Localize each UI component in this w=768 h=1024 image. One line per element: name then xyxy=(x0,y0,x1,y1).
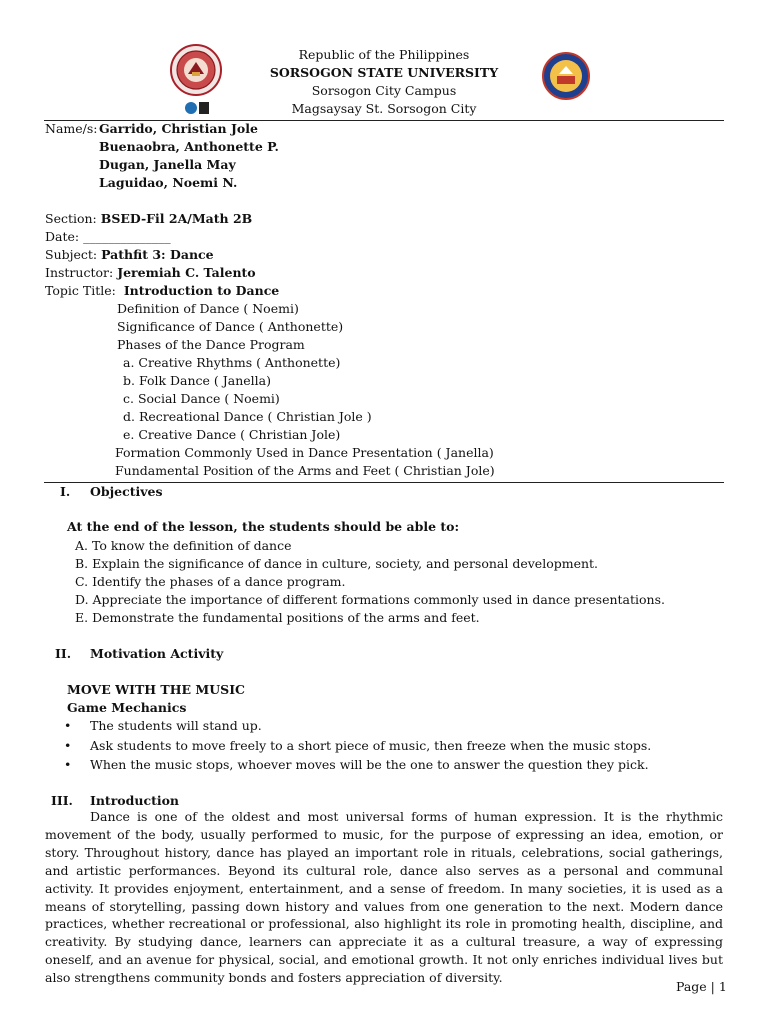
bullet-icon: • xyxy=(64,757,72,772)
section-row xyxy=(45,210,252,228)
topic-subitem: c. Social Dance ( Noemi) xyxy=(123,391,280,406)
name-item: Buenaobra, Anthonette P. xyxy=(99,139,279,154)
game-mechanics-heading: Game Mechanics xyxy=(67,700,187,715)
objective-item: B. Explain the significance of dance in culture, society, and personal development. xyxy=(75,556,599,571)
objective-item: A. To know the definition of dance xyxy=(75,538,292,553)
instructor-value: Jeremiah C. Talento xyxy=(117,265,256,280)
section-number: II. xyxy=(55,646,72,661)
topic-item: Fundamental Position of the Arms and Feet ( Christian Jole) xyxy=(115,463,495,478)
name-item: Laguidao, Noemi N. xyxy=(99,175,238,190)
bullet-icon: • xyxy=(64,718,72,733)
section-value: BSED-Fil 2A/Math 2B xyxy=(100,211,253,226)
subject-value: Pathfit 3: Dance xyxy=(101,247,214,262)
activity-title: MOVE WITH THE MUSIC xyxy=(67,682,245,697)
name-item: Garrido, Christian Jole xyxy=(99,121,258,136)
subject-label: Subject: xyxy=(45,247,98,262)
date-label: Date: xyxy=(45,229,80,244)
header-line-republic: Republic of the Philippines xyxy=(298,47,470,62)
topic-item: Phases of the Dance Program xyxy=(117,337,305,352)
topic-subitem: e. Creative Dance ( Christian Jole) xyxy=(123,427,341,442)
name-item: Dugan, Janella May xyxy=(99,157,236,172)
date-row xyxy=(45,228,171,246)
mechanic-item: Ask students to move freely to a short piece of music, then freeze when the music stops. xyxy=(90,738,652,753)
header-address: Magsaysay St. Sorsogon City xyxy=(291,101,477,116)
instructor-row xyxy=(45,264,256,282)
topic-row xyxy=(45,282,279,300)
header-campus: Sorsogon City Campus xyxy=(311,83,457,98)
names-label: Name/s: xyxy=(45,121,98,136)
topic-item: Formation Commonly Used in Dance Presentation ( Janella) xyxy=(115,445,494,460)
objectives-heading: Objectives xyxy=(90,484,163,499)
topic-item: Definition of Dance ( Noemi) xyxy=(117,301,299,316)
topic-value: Introduction to Dance xyxy=(123,283,280,298)
objective-item: C. Identify the phases of a dance program. xyxy=(75,574,346,589)
motivation-heading: Motivation Activity xyxy=(90,646,224,661)
topic-item: Significance of Dance ( Anthonette) xyxy=(117,319,344,334)
topic-subitem: d. Recreational Dance ( Christian Jole ) xyxy=(123,409,372,424)
section-number: III. xyxy=(51,793,73,808)
objectives-intro: At the end of the lesson, the students should be able to: xyxy=(67,519,460,534)
topic-subitem: a. Creative Rhythms ( Anthonette) xyxy=(123,355,341,370)
objective-item: D. Appreciate the importance of different formations commonly used in dance presentations. xyxy=(75,592,665,607)
section-number: I. xyxy=(60,484,71,499)
mechanic-item: The students will stand up. xyxy=(90,718,262,733)
mechanic-item: When the music stops, whoever moves will be the one to answer the question they pick. xyxy=(90,757,649,772)
page-number: Page | 1 xyxy=(676,979,727,994)
instructor-label: Instructor: xyxy=(45,265,114,280)
header-university-name: SORSOGON STATE UNIVERSITY xyxy=(269,65,499,80)
subject-row xyxy=(45,246,214,264)
topic-subitem: b. Folk Dance ( Janella) xyxy=(123,373,271,388)
introduction-heading: Introduction xyxy=(90,793,180,808)
bullet-icon: • xyxy=(64,738,72,753)
topic-label: Topic Title: xyxy=(45,283,116,298)
date-value: ______________ xyxy=(83,229,171,244)
introduction-paragraph xyxy=(45,808,723,987)
section-label: Section: xyxy=(45,211,97,226)
objective-item: E. Demonstrate the fundamental positions of the arms and feet. xyxy=(75,610,480,625)
introduction-text: Dance is one of the oldest and most universal forms of human expression. It is the rhythmic movement of the body, usually performed to music, for the purpose of expressing an idea, emotion, or story. Throughout history, dance has played an important role in rituals, celebrations, social gatherings, and artistic performances. Beyond its cultural role, dance also serves as a personal and communal activity. It provides enjoyment, entertainment, and a sense of freedom. In many societies, it is used as a means of storytelling, passing down history and values from one generation to the next. Modern dance practices, whether recreational or professional, also highlight its role in promoting health, discipline, and creativity. By studying dance, learners can appreciate it as a cultural treasure, a way of expressing oneself, and an avenue for physical, social, and emotional growth. It not only enriches individual lives but also strengthens community bonds and fosters appreciation of diversity. xyxy=(45,809,723,986)
